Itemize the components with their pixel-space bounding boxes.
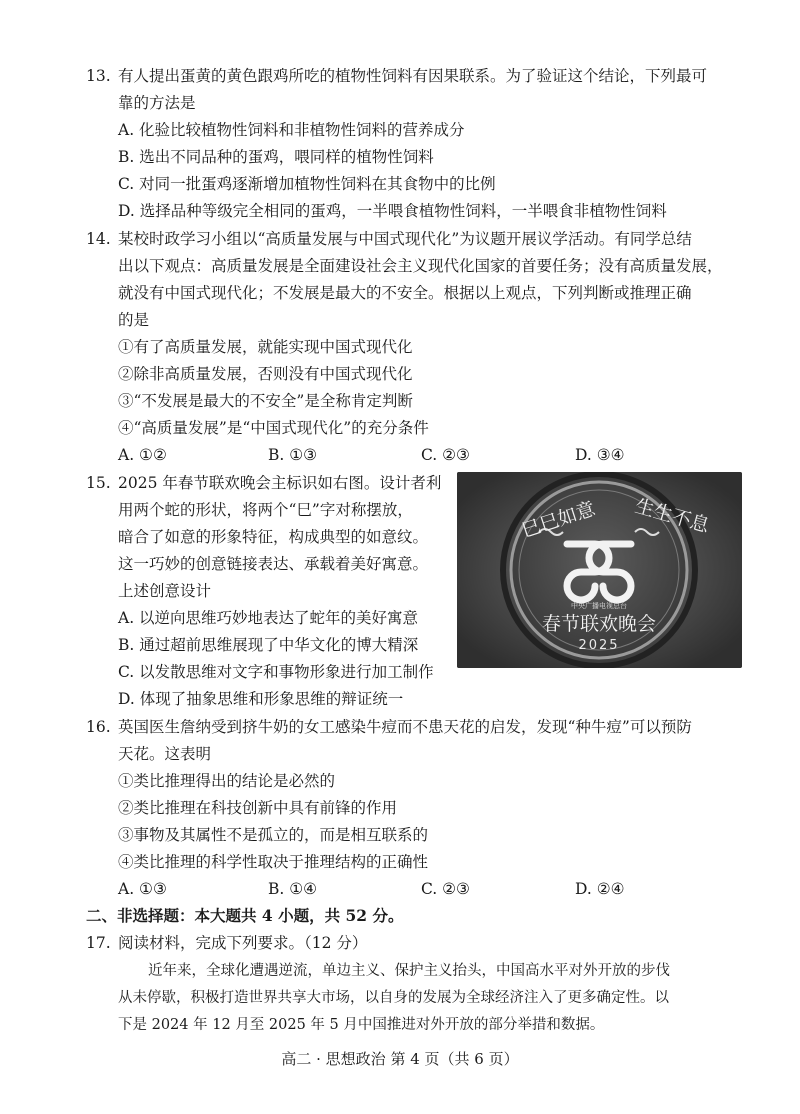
q15-stem-line3: 暗合了如意的形象特征，构成典型的如意纹。	[118, 528, 429, 546]
q16-stem-line2: 天花。这表明	[118, 745, 212, 763]
q14-stem-line4: 的是	[118, 311, 150, 329]
logo-right-text: 生生不息	[632, 495, 712, 538]
q14-statement-3: ③“不发展是最大的不安全”是全称肯定判断	[118, 392, 413, 410]
q16-statement-1: ①类比推理得出的结论是必然的	[118, 772, 336, 790]
q16-stem-line1: 英国医生詹纳受到挤牛奶的女工感染牛痘而不患天花的启发，发现“种牛痘”可以预防	[118, 718, 692, 736]
q16-number: 16.	[86, 718, 111, 736]
q15-stem-line2: 用两个蛇的形状，将两个“巳”字对称摆放，	[118, 501, 413, 519]
q15-option-b: B. 通过超前思维展现了中华文化的博大精深	[118, 636, 419, 654]
q17-material-line1: 近年来，全球化遭遇逆流，单边主义、保护主义抬头，中国高水平对外开放的步伐	[148, 963, 670, 979]
logo-year: 2025	[578, 638, 620, 653]
logo-left-text: 巳巳如意	[518, 497, 599, 543]
q15-option-a: A. 以逆向思维巧妙地表达了蛇年的美好寓意	[118, 609, 419, 627]
spring-festival-gala-logo-image	[457, 472, 742, 668]
q13-option-d: D. 选择品种等级完全相同的蛋鸡，一半喂食植物性饲料，一半喂食非植物性饲料	[118, 202, 667, 220]
q14-stem-line3: 就没有中国式现代化；不发展是最大的不安全。根据以上观点，下列判断或推理正确	[118, 284, 692, 302]
logo-title: 春节联欢晚会	[541, 613, 657, 635]
q13-stem-line2: 靠的方法是	[118, 94, 196, 112]
q17-stem: 阅读材料，完成下列要求。（12 分）	[118, 934, 368, 952]
q14-statement-1: ①有了高质量发展，就能实现中国式现代化	[118, 338, 413, 356]
q15-option-c: C. 以发散思维对文字和事物形象进行加工制作	[118, 663, 434, 681]
q14-number: 14.	[86, 230, 111, 248]
q15-number: 15.	[86, 474, 111, 492]
q14-option-a: A. ①②	[118, 446, 167, 464]
q13-option-b: B. 选出不同品种的蛋鸡，喂同样的植物性饲料	[118, 148, 434, 166]
q14-statement-4: ④“高质量发展”是“中国式现代化”的充分条件	[118, 419, 429, 437]
q15-stem-line1: 2025 年春节联欢晚会主标识如右图。设计者利	[118, 474, 442, 492]
q16-statement-4: ④类比推理的科学性取决于推理结构的正确性	[118, 853, 429, 871]
q16-option-a: A. ①③	[118, 880, 167, 898]
section-two-heading: 二、非选择题：本大题共 4 小题，共 52 分。	[86, 906, 404, 925]
q16-option-b: B. ①④	[268, 880, 318, 898]
q14-option-b: B. ①③	[268, 446, 318, 464]
q13-option-c: C. 对同一批蛋鸡逐渐增加植物性饲料在其食物中的比例	[118, 175, 496, 193]
q16-statement-2: ②类比推理在科技创新中具有前锋的作用	[118, 799, 398, 817]
q17-material-line2: 从未停歇，积极打造世界共享大市场，以自身的发展为全球经济注入了更多确定性。以	[118, 990, 669, 1006]
q16-statement-3: ③事物及其属性不是孤立的，而是相互联系的	[118, 826, 429, 844]
page-footer: 高二 · 思想政治 第 4 页（共 6 页）	[281, 1050, 519, 1068]
q16-option-c: C. ②③	[421, 880, 470, 898]
q14-option-c: C. ②③	[421, 446, 470, 464]
q17-material-line3: 下是 2024 年 12 月至 2025 年 5 月中国推进对外开放的部分举措和数据。	[118, 1017, 605, 1033]
q15-option-d: D. 体现了抽象思维和形象思维的辩证统一	[118, 690, 404, 708]
gala-logo-svg	[457, 472, 742, 668]
q14-statement-2: ②除非高质量发展，否则没有中国式现代化	[118, 365, 413, 383]
q16-option-d: D. ②④	[575, 880, 625, 898]
q13-stem-line1: 有人提出蛋黄的黄色跟鸡所吃的植物性饲料有因果联系。为了验证这个结论，下列最可	[118, 67, 708, 85]
logo-small-caption: 中央广播电视总台	[571, 602, 627, 610]
q15-stem-line4: 这一巧妙的创意链接表达、承载着美好寓意。	[118, 555, 429, 573]
q15-stem-line5: 上述创意设计	[118, 582, 212, 600]
q14-option-d: D. ③④	[575, 446, 625, 464]
q13-number: 13.	[86, 67, 111, 85]
q14-stem-line2: 出以下观点：高质量发展是全面建设社会主义现代化国家的首要任务；没有高质量发展，	[118, 257, 723, 275]
q13-option-a: A. 化验比较植物性饲料和非植物性饲料的营养成分	[118, 121, 465, 139]
q17-number: 17.	[86, 934, 111, 952]
q14-stem-line1: 某校时政学习小组以“高质量发展与中国式现代化”为议题开展议学活动。有同学总结	[118, 230, 692, 248]
